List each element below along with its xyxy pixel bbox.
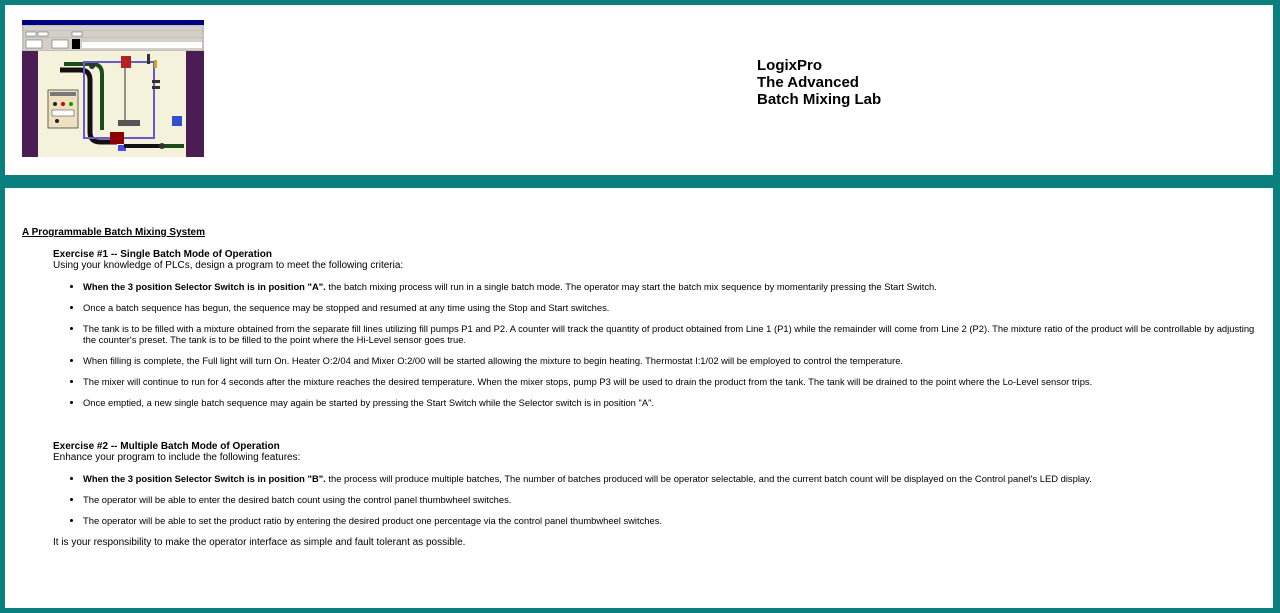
section-heading: A Programmable Batch Mixing System xyxy=(22,227,206,238)
list-item-text: Once a batch sequence has begun, the sequence may be stopped and resumed at any time using the Stop and Start switches. xyxy=(83,302,610,313)
list-item-bold: When the 3 position Selector Switch is in position "A". xyxy=(83,281,326,292)
exercise2-intro: Enhance your program to include the following features: xyxy=(53,452,301,463)
list-item xyxy=(83,281,1263,292)
list-item-text: The operator will be able to enter the desired batch count using the control panel thumbwheel switches. xyxy=(83,494,512,505)
list-item xyxy=(83,323,1263,345)
closing-note: It is your responsibility to make the operator interface as simple and fault tolerant as possible. xyxy=(53,537,466,548)
list-item-text: The mixer will continue to run for 4 seconds after the mixture reaches the desired temperature. When the mixer stops, pump P3 will be used to drain the product from the tank. The tank will be drained to the point where the Lo-Level sensor trips. xyxy=(83,376,1093,387)
simulator-thumbnail xyxy=(22,20,204,157)
title-line-2: The Advanced xyxy=(757,74,859,91)
list-item xyxy=(83,473,1263,484)
simulator-screenshot-image xyxy=(22,20,204,157)
list-item xyxy=(83,355,1263,366)
header-panel xyxy=(5,5,1273,175)
list-item xyxy=(83,397,1263,408)
title-line-3: Batch Mixing Lab xyxy=(757,91,882,108)
page-title xyxy=(757,57,881,108)
exercise1-header xyxy=(53,249,403,271)
list-item-text: When filling is complete, the Full light will turn On. Heater O:2/04 and Mixer O:2/00 will be started allowing the mixture to begin heating. Thermostat I:1/02 will be employed to control the temperature. xyxy=(83,355,904,366)
list-item xyxy=(83,376,1263,387)
exercise2-features-list xyxy=(53,473,1263,536)
list-item xyxy=(83,494,1263,505)
list-item-text: The operator will be able to set the product ratio by entering the desired product one percentage via the control panel thumbwheel switches. xyxy=(83,515,662,526)
exercise1-intro: Using your knowledge of PLCs, design a program to meet the following criteria: xyxy=(53,260,404,271)
list-item-text: the process will produce multiple batches, The number of batches produced will be operator selectable, and the current batch count will be displayed on the Control panel's LED display. xyxy=(325,473,1092,484)
list-item-text: Once emptied, a new single batch sequence may again be started by pressing the Start Switch while the Selector switch is in position "A". xyxy=(83,397,655,408)
list-item-bold: When the 3 position Selector Switch is in position "B". xyxy=(83,473,326,484)
exercise1-title: Exercise #1 -- Single Batch Mode of Operation xyxy=(53,249,272,260)
exercise2-header xyxy=(53,441,300,463)
list-item xyxy=(83,302,1263,313)
list-item-text: The tank is to be filled with a mixture obtained from the separate fill lines utilizing fill pumps P1 and P2. A counter will track the quantity of product obtained from Line 1 (P1) while the remainder will come from Line 2 (P2). The mixture ratio of the product will be controllable by adjusting the counter's preset. The tank is to be filled to the point where the Hi-Level sensor goes true. xyxy=(83,323,1255,345)
list-item xyxy=(83,515,1263,526)
exercise2-title: Exercise #2 -- Multiple Batch Mode of Operation xyxy=(53,441,280,452)
exercise1-criteria-list xyxy=(53,281,1263,418)
title-line-1: LogixPro xyxy=(757,57,823,74)
list-item-text: the batch mixing process will run in a single batch mode. The operator may start the batch mix sequence by momentarily pressing the Start Switch. xyxy=(325,281,937,292)
content-panel xyxy=(5,188,1273,608)
